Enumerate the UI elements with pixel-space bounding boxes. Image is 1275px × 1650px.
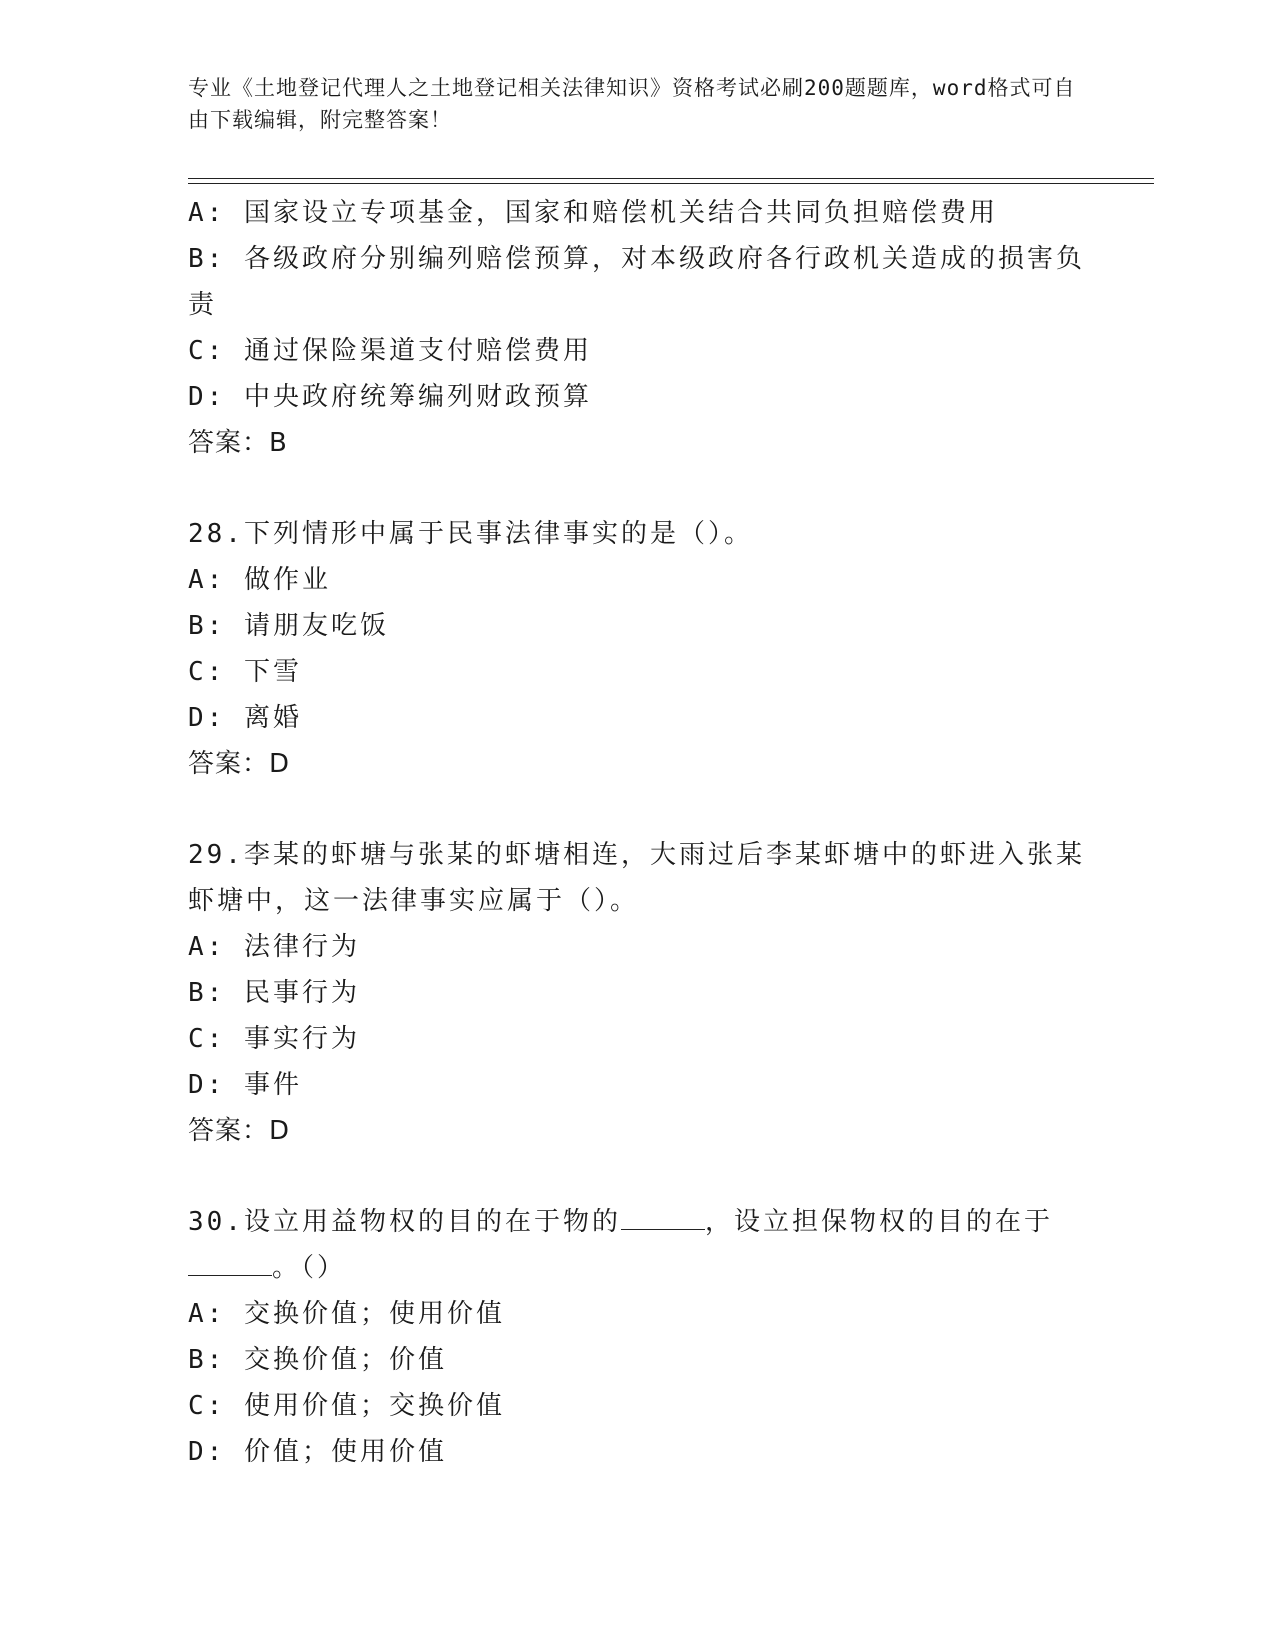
option-a: A: 做作业: [188, 565, 331, 595]
answer-label: 答案：D: [188, 1116, 291, 1146]
question-29: [188, 832, 1088, 1154]
option-a: A: 交换价值；使用价值: [188, 1299, 505, 1329]
header-divider: [188, 178, 1154, 184]
spacer: [188, 1154, 1088, 1199]
answer-label: 答案：D: [188, 749, 291, 779]
option-c: C: 事实行为: [188, 1024, 360, 1054]
answer-label: 答案：B: [188, 428, 288, 458]
option-a: A: 国家设立专项基金，国家和赔偿机关结合共同负担赔偿费用: [188, 198, 998, 228]
spacer: [188, 466, 1088, 511]
option-b: B: 民事行为: [188, 978, 360, 1008]
option-c: C: 使用价值；交换价值: [188, 1391, 505, 1421]
option-b: B: 交换价值；价值: [188, 1345, 447, 1375]
option-c: C: 通过保险渠道支付赔偿费用: [188, 336, 592, 366]
option-d: D: 离婚: [188, 703, 302, 733]
fill-in-blank: [188, 1249, 272, 1276]
option-b: B: 请朋友吃饭: [188, 611, 389, 641]
question-stem: [188, 1199, 1088, 1291]
option-d: D: 中央政府统筹编列财政预算: [188, 382, 592, 412]
stem-part-2: ，设立担保物权的目的在于: [704, 1207, 1053, 1237]
question-30: [188, 1199, 1088, 1475]
option-d: D: 事件: [188, 1070, 302, 1100]
question-28: [188, 511, 1088, 787]
question-27: [188, 190, 1088, 466]
option-c: C: 下雪: [188, 657, 302, 687]
fill-in-blank: [621, 1203, 705, 1230]
question-stem: 28.下列情形中属于民事法律事实的是（）。: [188, 519, 753, 549]
document-header: 专业《土地登记代理人之土地登记相关法律知识》资格考试必刷200题题库，word格式可自由下载编辑，附完整答案！: [188, 76, 1076, 132]
stem-part-3: 。（）: [272, 1253, 347, 1283]
option-a: A: 法律行为: [188, 932, 360, 962]
question-stem: 29.李某的虾塘与张某的虾塘相连，大雨过后李某虾塘中的虾进入张某虾塘中，这一法律事实应属于（）。: [188, 840, 1085, 916]
spacer: [188, 787, 1088, 832]
question-content: [188, 190, 1088, 1475]
stem-part-1: 30.设立用益物权的目的在于物的: [188, 1207, 621, 1237]
option-b: B: 各级政府分别编列赔偿预算，对本级政府各行政机关造成的损害负责: [188, 244, 1085, 320]
option-d: D: 价值；使用价值: [188, 1437, 447, 1467]
